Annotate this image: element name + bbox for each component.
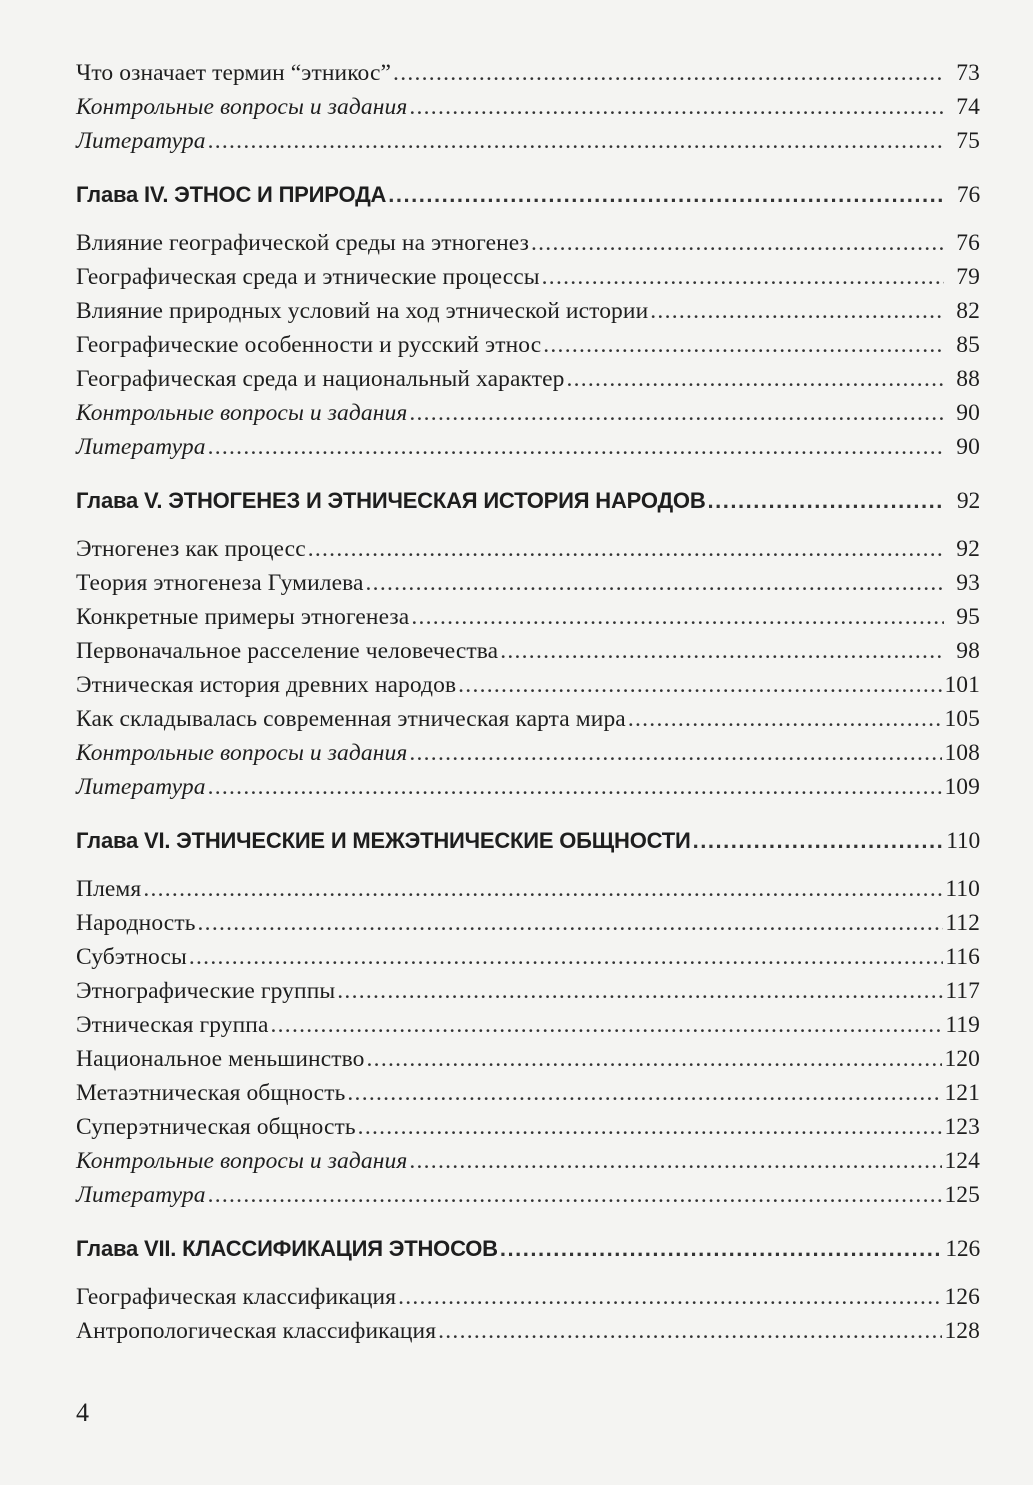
toc-entry-literature[interactable] xyxy=(76,124,980,158)
dot-leader xyxy=(337,974,943,1008)
toc-entry-title: Контрольные вопросы и задания xyxy=(76,400,408,426)
chapter-page: 110 xyxy=(946,828,980,854)
toc-entry[interactable] xyxy=(76,532,980,566)
dot-leader xyxy=(708,484,944,518)
dot-leader xyxy=(409,736,942,770)
toc-entry-title: Этническая история древних народов xyxy=(76,672,457,698)
toc-entry-title: Метаэтническая общность xyxy=(76,1080,346,1106)
dot-leader xyxy=(409,1144,942,1178)
toc-entry-title: Литература xyxy=(76,434,206,460)
toc-entry[interactable] xyxy=(76,974,980,1008)
toc-entry-page: 93 xyxy=(956,570,980,596)
dot-leader xyxy=(347,1076,942,1110)
toc-entry-title: Народность xyxy=(76,910,196,936)
toc-entry-page: 120 xyxy=(944,1046,980,1072)
toc-entry-page: 128 xyxy=(944,1318,980,1344)
dot-leader xyxy=(208,770,943,804)
chapter-title: Глава IV. ЭТНОС И ПРИРОДА xyxy=(76,182,387,207)
toc-entry-questions[interactable] xyxy=(76,1144,980,1178)
dot-leader xyxy=(543,328,944,362)
toc-entry-page: 121 xyxy=(944,1080,980,1106)
chapter-page: 92 xyxy=(956,488,980,514)
chapter-page: 126 xyxy=(945,1236,980,1262)
toc-entry-title: Антропологическая классификация xyxy=(76,1318,437,1344)
toc-entry-title: Литература xyxy=(76,774,206,800)
dot-leader xyxy=(198,906,944,940)
dot-leader xyxy=(143,872,943,906)
dot-leader xyxy=(366,566,944,600)
toc-entry-page: 126 xyxy=(944,1284,980,1310)
toc-entry-title: Влияние географической среды на этногенез xyxy=(76,230,529,256)
toc-entry[interactable] xyxy=(76,1280,980,1314)
toc-entry-title: Географические особенности и русский этнос xyxy=(76,332,542,358)
toc-entry-page: 124 xyxy=(944,1148,980,1174)
dot-leader xyxy=(271,1008,944,1042)
toc-chapter-heading[interactable] xyxy=(76,178,980,212)
toc-entry-title: Географическая среда и национальный характер xyxy=(76,366,565,392)
dot-leader xyxy=(500,1232,944,1266)
toc-entry[interactable] xyxy=(76,600,980,634)
toc-chapter-heading[interactable] xyxy=(76,1232,980,1266)
toc-entry-page: 109 xyxy=(944,774,980,800)
dot-leader xyxy=(693,824,944,858)
toc-entry-title: Влияние природных условий на ход этнической истории xyxy=(76,298,649,324)
toc-entry-title: Теория этногенеза Гумилева xyxy=(76,570,364,596)
chapter-title: Глава VII. КЛАССИФИКАЦИЯ ЭТНОСОВ xyxy=(76,1236,498,1261)
toc-entry[interactable] xyxy=(76,906,980,940)
table-of-contents xyxy=(76,56,980,1348)
toc-entry[interactable] xyxy=(76,362,980,396)
dot-leader xyxy=(650,294,944,328)
toc-entry-page: 119 xyxy=(945,1012,980,1038)
toc-entry-page: 75 xyxy=(956,128,980,154)
toc-entry-page: 112 xyxy=(945,910,980,936)
toc-entry-title: Этническая группа xyxy=(76,1012,269,1038)
toc-entry-title: Контрольные вопросы и задания xyxy=(76,94,408,120)
dot-leader xyxy=(409,90,944,124)
toc-chapter-heading[interactable] xyxy=(76,824,980,858)
toc-entry[interactable] xyxy=(76,1008,980,1042)
toc-entry-questions[interactable] xyxy=(76,736,980,770)
dot-leader xyxy=(208,430,944,464)
toc-entry-questions[interactable] xyxy=(76,396,980,430)
toc-entry-title: Литература xyxy=(76,1182,206,1208)
toc-entry-title: Как складывалась современная этническая карта мира xyxy=(76,706,626,732)
toc-entry-title: Географическая среда и этнические процессы xyxy=(76,264,540,290)
toc-entry[interactable] xyxy=(76,702,980,736)
toc-entry-page: 88 xyxy=(956,366,980,392)
dot-leader xyxy=(388,178,944,212)
toc-entry-title: Первоначальное расселение человечества xyxy=(76,638,499,664)
toc-entry-title: Национальное меньшинство xyxy=(76,1046,365,1072)
toc-entry-page: 90 xyxy=(956,434,980,460)
toc-entry[interactable] xyxy=(76,260,980,294)
toc-entry-title: Конкретные примеры этногенеза xyxy=(76,604,410,630)
toc-entry-literature[interactable] xyxy=(76,770,980,804)
toc-entry[interactable] xyxy=(76,56,980,90)
toc-entry[interactable] xyxy=(76,1042,980,1076)
toc-entry-title: Контрольные вопросы и задания xyxy=(76,740,408,766)
toc-entry-title: Субэтносы xyxy=(76,944,187,970)
chapter-title: Глава VI. ЭТНИЧЕСКИЕ И МЕЖЭТНИЧЕСКИЕ ОБЩНОСТИ xyxy=(76,828,691,853)
toc-entry[interactable] xyxy=(76,1110,980,1144)
toc-entry[interactable] xyxy=(76,1076,980,1110)
toc-entry[interactable] xyxy=(76,566,980,600)
toc-entry-title: Контрольные вопросы и задания xyxy=(76,1148,408,1174)
toc-entry[interactable] xyxy=(76,940,980,974)
dot-leader xyxy=(358,1110,943,1144)
dot-leader xyxy=(411,600,944,634)
toc-entry[interactable] xyxy=(76,294,980,328)
toc-entry[interactable] xyxy=(76,668,980,702)
toc-entry[interactable] xyxy=(76,872,980,906)
dot-leader xyxy=(438,1314,942,1348)
toc-entry-page: 95 xyxy=(956,604,980,630)
dot-leader xyxy=(208,124,944,158)
toc-entry-page: 117 xyxy=(945,978,980,1004)
toc-entry-title: Суперэтническая общность xyxy=(76,1114,356,1140)
toc-entry-page: 105 xyxy=(944,706,980,732)
dot-leader xyxy=(542,260,944,294)
toc-entry[interactable] xyxy=(76,328,980,362)
toc-entry-page: 74 xyxy=(956,94,980,120)
toc-entry-title: Что означает термин “этникос” xyxy=(76,60,392,86)
chapter-page: 76 xyxy=(956,182,980,208)
dot-leader xyxy=(189,940,943,974)
toc-entry[interactable] xyxy=(76,634,980,668)
toc-entry-questions[interactable] xyxy=(76,90,980,124)
dot-leader xyxy=(458,668,942,702)
toc-entry-page: 101 xyxy=(944,672,980,698)
dot-leader xyxy=(208,1178,943,1212)
toc-entry[interactable] xyxy=(76,226,980,260)
toc-entry-page: 76 xyxy=(956,230,980,256)
toc-entry-title: Литература xyxy=(76,128,206,154)
dot-leader xyxy=(566,362,944,396)
toc-entry-page: 125 xyxy=(944,1182,980,1208)
toc-entry-page: 90 xyxy=(956,400,980,426)
toc-chapter-heading[interactable] xyxy=(76,484,980,518)
toc-entry-page: 82 xyxy=(956,298,980,324)
toc-entry-page: 108 xyxy=(944,740,980,766)
toc-entry-page: 123 xyxy=(944,1114,980,1140)
toc-entry-page: 98 xyxy=(956,638,980,664)
toc-entry-title: Племя xyxy=(76,876,142,902)
toc-entry-page: 92 xyxy=(956,536,980,562)
toc-entry-page: 116 xyxy=(945,944,980,970)
page-number: 4 xyxy=(76,1398,89,1427)
dot-leader xyxy=(531,226,944,260)
dot-leader xyxy=(308,532,944,566)
toc-entry-page: 110 xyxy=(945,876,980,902)
toc-entry-page: 73 xyxy=(956,60,980,86)
toc-entry-title: Географическая классификация xyxy=(76,1284,397,1310)
dot-leader xyxy=(628,702,943,736)
toc-entry[interactable] xyxy=(76,1314,980,1348)
toc-entry-literature[interactable] xyxy=(76,1178,980,1212)
dot-leader xyxy=(500,634,944,668)
dot-leader xyxy=(393,56,944,90)
dot-leader xyxy=(398,1280,942,1314)
toc-entry-title: Этнографические группы xyxy=(76,978,336,1004)
toc-entry-title: Этногенез как процесс xyxy=(76,536,306,562)
toc-entry-page: 85 xyxy=(956,332,980,358)
dot-leader xyxy=(367,1042,943,1076)
dot-leader xyxy=(409,396,944,430)
toc-entry-literature[interactable] xyxy=(76,430,980,464)
chapter-title: Глава V. ЭТНОГЕНЕЗ И ЭТНИЧЕСКАЯ ИСТОРИЯ НАРОДОВ xyxy=(76,488,706,513)
toc-entry-page: 79 xyxy=(956,264,980,290)
